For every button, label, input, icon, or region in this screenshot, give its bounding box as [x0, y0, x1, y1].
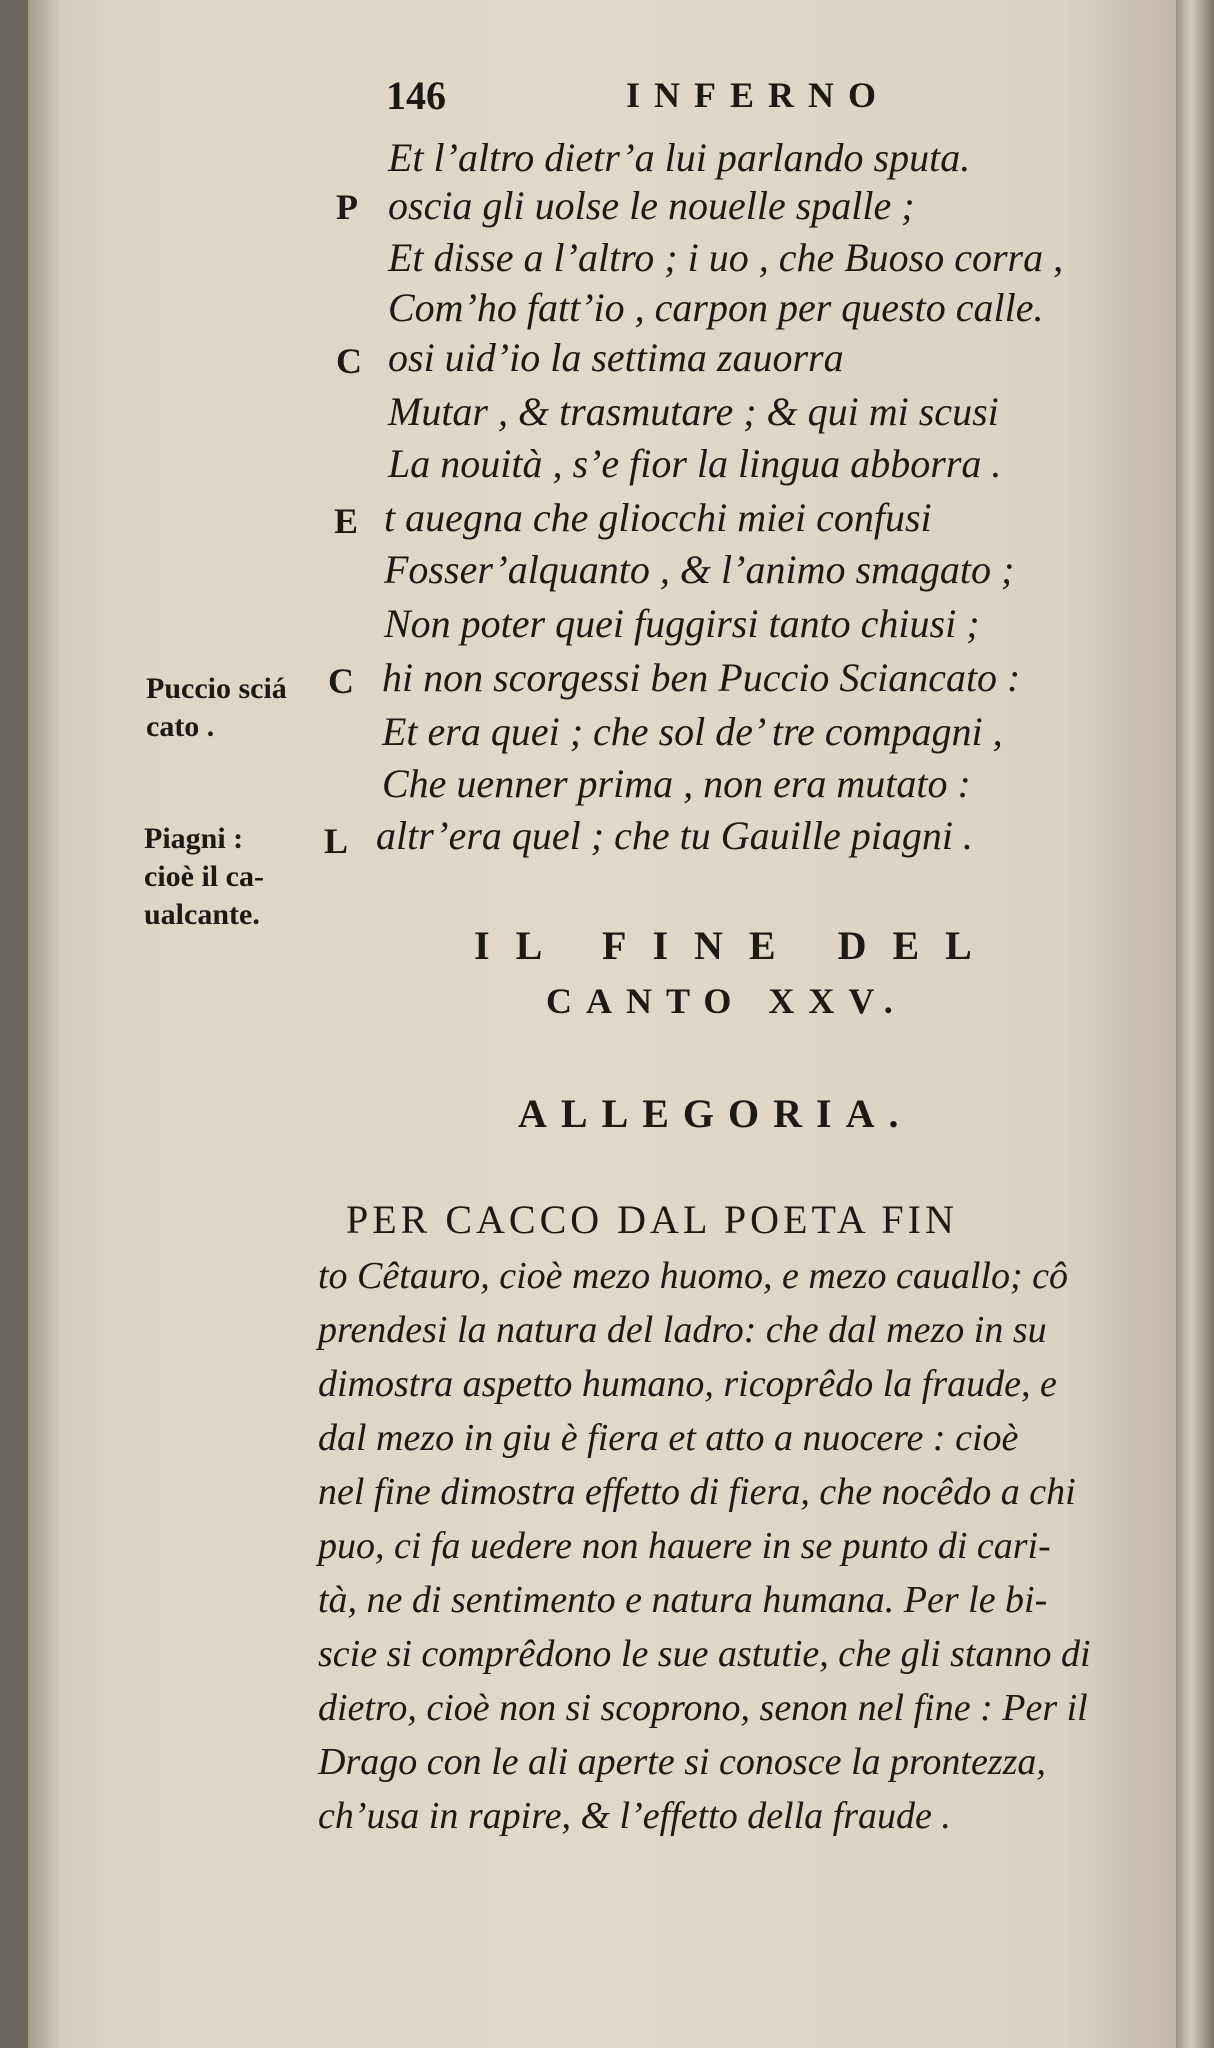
page-binding-shadow — [28, 0, 62, 2048]
verse-line: La nouità , s’e fior la lingua abborra . — [388, 441, 1002, 486]
verse-line: Mutar , & trasmutare ; & qui mi scusi — [388, 389, 999, 434]
running-title: INFERNO — [626, 75, 891, 115]
book-page — [28, 0, 1180, 2048]
prose-line: dimostra aspetto humano, ricoprêdo la fraude, e — [318, 1363, 1057, 1405]
verse-line: Non poter quei fuggirsi tanto chiusi ; — [384, 601, 980, 646]
verse-line: Fosser’alquanto , & l’animo smagato ; — [384, 547, 1015, 592]
verse-initial: L — [324, 821, 349, 861]
verse-line: t auegna che gliocchi miei confusi — [384, 495, 932, 540]
canto-end-line-2: CANTO XXV. — [546, 981, 907, 1021]
prose-line: puo, ci fa uedere non hauere in se punto di cari- — [318, 1525, 1051, 1567]
prose-line: nel fine dimostra effetto di fiera, che nocêdo a chi — [318, 1471, 1076, 1513]
verse-line: Et l’altro dietr’a lui parlando sputa. — [388, 135, 971, 180]
verse-initial: C — [328, 661, 354, 701]
allegory-first-line: PER CACCO DAL POETA FIN — [346, 1197, 958, 1242]
prose-line: dal mezo in giu è fiera et atto a nuocere : cioè — [318, 1417, 1019, 1459]
page-number: 146 — [386, 73, 446, 118]
margin-gloss-piagni: Piagni : cioè il ca- ualcante. — [144, 822, 264, 931]
next-page-edge — [1176, 0, 1214, 2048]
verse-line: Et era quei ; che sol de’ tre compagni , — [382, 709, 1003, 754]
verse-line: osi uid’io la settima zauorra — [388, 335, 844, 380]
verse-initial: E — [334, 501, 359, 541]
prose-line: to Cêtauro, cioè mezo huomo, e mezo cauallo; cô — [318, 1255, 1068, 1297]
verse-initial: P — [336, 187, 358, 227]
verse-line: Che uenner prima , non era mutato : — [382, 761, 971, 806]
verse-initial: C — [336, 341, 362, 381]
prose-line: scie si comprêdono le sue astutie, che gli stanno di — [318, 1633, 1091, 1675]
margin-gloss-puccio: Puccio sciá cato . — [146, 672, 287, 743]
prose-line: ch’usa in rapire, & l’effetto della fraude . — [318, 1795, 951, 1837]
allegory-heading: ALLEGORIA. — [518, 1091, 913, 1136]
verse-line: Com’ho fatt’io , carpon per questo calle. — [388, 285, 1044, 330]
verse-line: hi non scorgessi ben Puccio Sciancato : — [382, 655, 1021, 700]
prose-line: prendesi la natura del ladro: che dal mezo in su — [318, 1309, 1047, 1351]
prose-line: Drago con le ali aperte si conosce la prontezza, — [318, 1741, 1046, 1783]
verse-line: Et disse a l’altro ; i uo , che Buoso corra , — [388, 235, 1064, 280]
prose-line: tà, ne di sentimento e natura humana. Per le bi- — [318, 1579, 1048, 1621]
verse-line: oscia gli uolse le nouelle spalle ; — [388, 183, 915, 228]
canto-end-line-1: IL FINE DEL — [474, 923, 998, 968]
verse-line: altr’era quel ; che tu Gauille piagni . — [376, 813, 973, 858]
prose-line: dietro, cioè non si scoprono, senon nel fine : Per il — [318, 1687, 1088, 1729]
